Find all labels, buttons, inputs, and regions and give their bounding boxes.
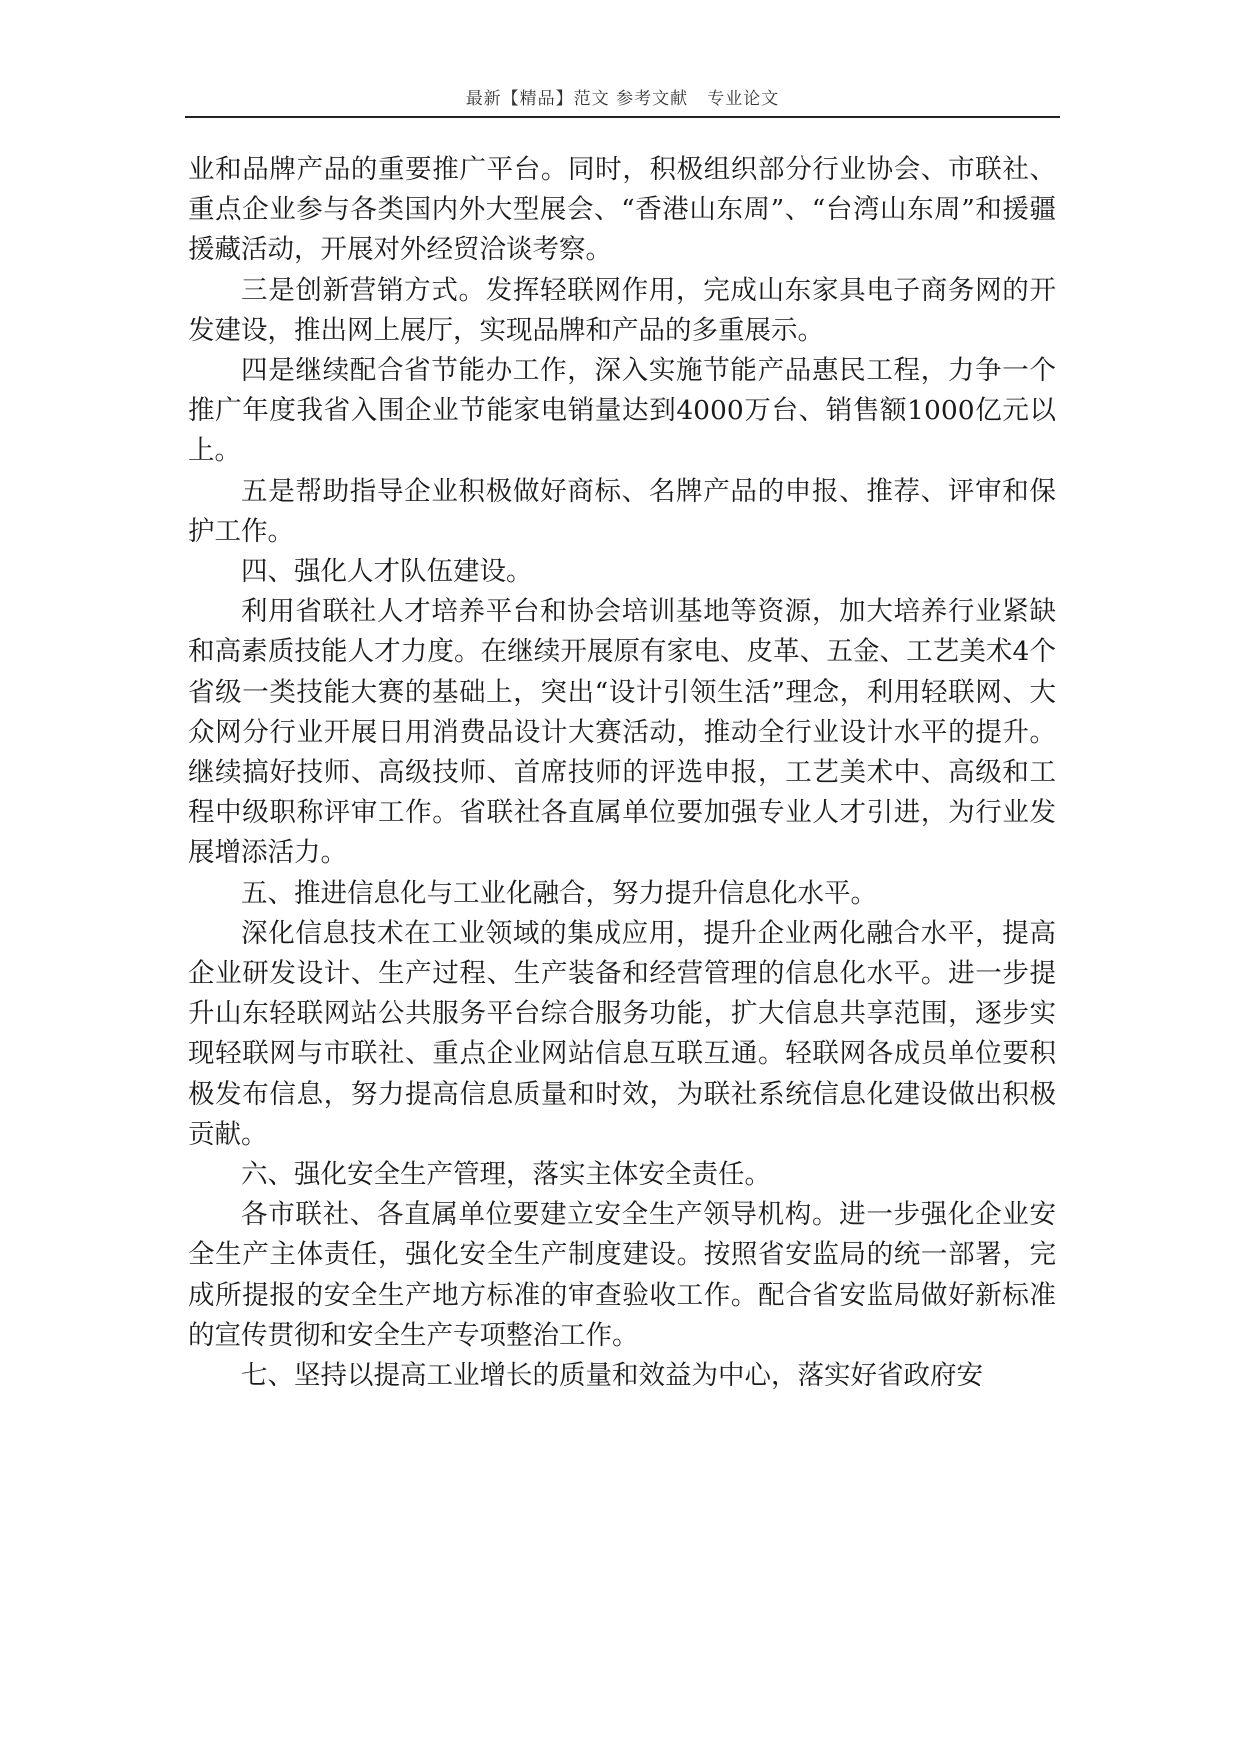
section-heading-talent: 四、强化人才队伍建设。 bbox=[241, 556, 533, 588]
paragraph-marketing: 三是创新营销方式。发挥轻联网作用，完成山东家具电子商务网的开发建设，推出网上展厅，实现品牌和产品的多重展示。 bbox=[188, 274, 1056, 346]
section-heading-growth-quality: 七、坚持以提高工业增长的质量和效益为中心，落实好省政府安 bbox=[241, 1360, 983, 1392]
paragraph-trademark: 五是帮助指导企业积极做好商标、名牌产品的申报、推荐、评审和保护工作。 bbox=[188, 475, 1056, 547]
section-heading-informatization: 五、推进信息化与工业化融合，努力提升信息化水平。 bbox=[241, 877, 877, 909]
paragraph-continuation: 业和品牌产品的重要推广平台。同时，积极组织部分行业协会、市联社、重点企业参与各类国内外大型展会、“香港山东周”、“台湾山东周”和援疆援藏活动，开展对外经贸洽谈考察。 bbox=[188, 154, 1056, 266]
paragraph-energy-saving: 四是继续配合省节能办工作，深入实施节能产品惠民工程，力争一个推广年度我省入围企业节能家电销量达到4000万台、销售额1000亿元以上。 bbox=[188, 355, 1056, 467]
paragraph-talent: 利用省联社人才培养平台和协会培训基地等资源，加大培养行业紧缺和高素质技能人才力度。在继续开展原有家电、皮革、五金、工艺美术4个省级一类技能大赛的基础上，突出“设计引领生活”理念，利用轻联网、大众网分行业开展日用消费品设计大赛活动，推动全行业设计水平的提升。继续搞好技师、高级技师、首席技师的评选申报，工艺美术中、高级和工程中级职称评审工作。省联社各直属单位要加强专业人才引进，为行业发展增添活力。 bbox=[188, 596, 1056, 869]
paragraph-informatization: 深化信息技术在工业领域的集成应用，提升企业两化融合水平，提高企业研发设计、生产过程、生产装备和经营管理的信息化水平。进一步提升山东轻联网站公共服务平台综合服务功能，扩大信息共享范围，逐步实现轻联网与市联社、重点企业网站信息互联互通。轻联网各成员单位要积极发布信息，努力提高信息质量和时效，为联社系统信息化建设做出积极贡献。 bbox=[188, 917, 1056, 1150]
paragraph-safety: 各市联社、各直属单位要建立安全生产领导机构。进一步强化企业安全生产主体责任，强化安全生产制度建设。按照省安监局的统一部署，完成所提报的安全生产地方标准的审查验收工作。配合省安监局做好新标准的宣传贯彻和安全生产专项整治工作。 bbox=[188, 1199, 1056, 1351]
page-header bbox=[185, 86, 1060, 118]
header-text: 最新【精品】范文 参考文献 专业论文 bbox=[465, 89, 780, 109]
document-body bbox=[188, 150, 1056, 1396]
section-heading-safety: 六、强化安全生产管理，落实主体安全责任。 bbox=[241, 1159, 771, 1191]
